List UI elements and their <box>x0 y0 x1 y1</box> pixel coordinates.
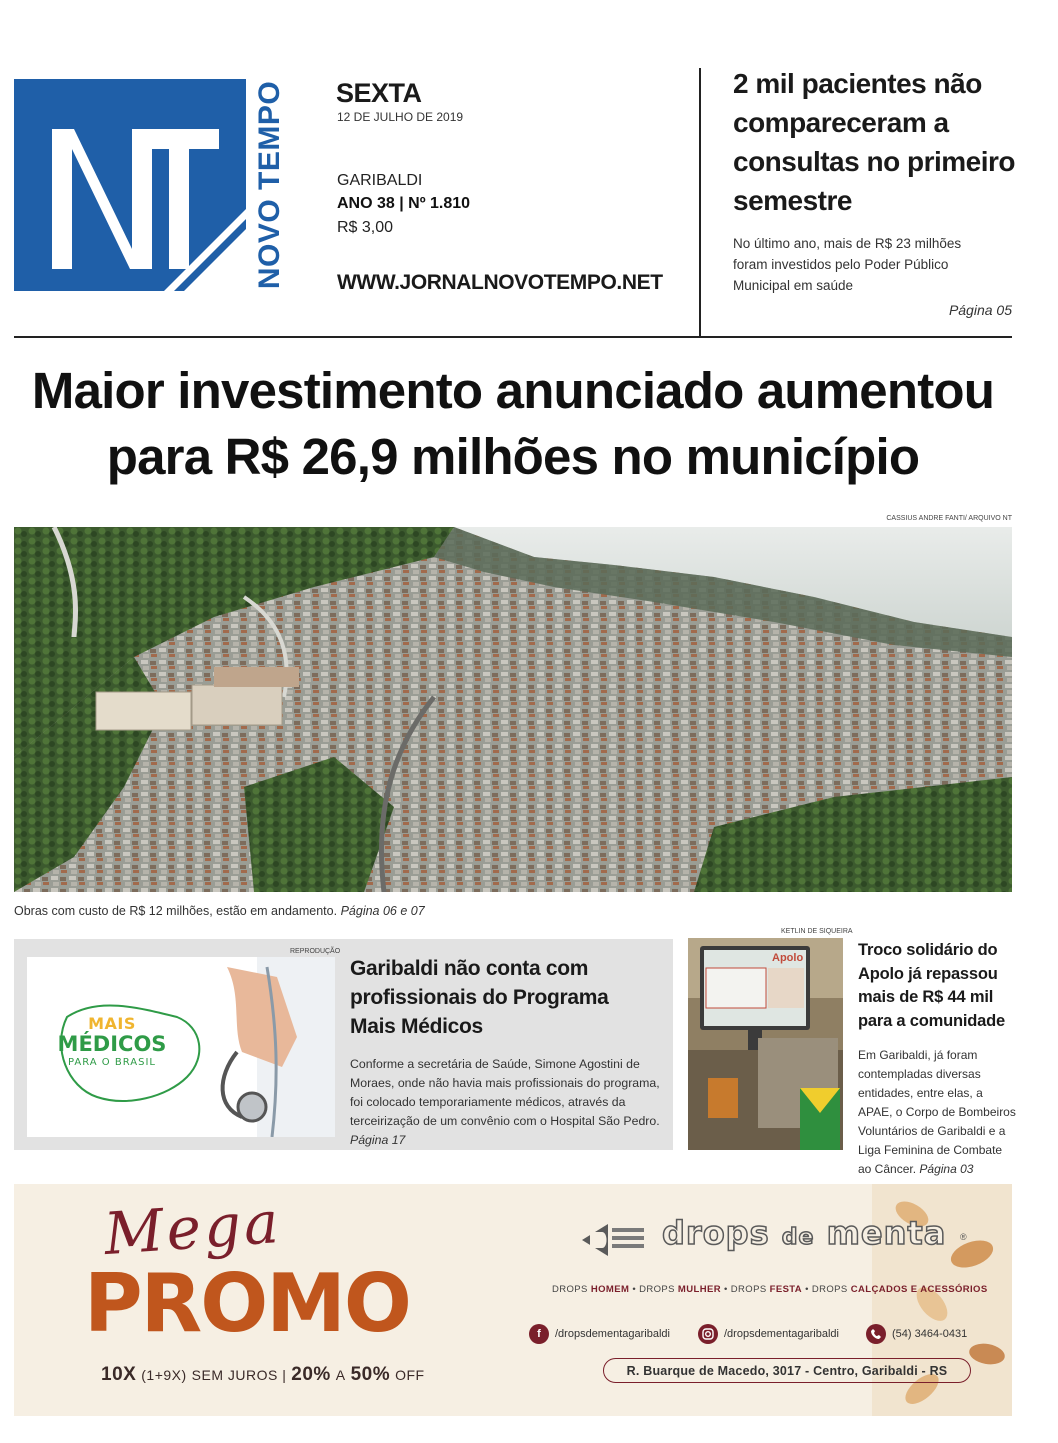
store-name-de: de <box>781 1225 815 1250</box>
ad-discount-off: OFF <box>395 1367 425 1383</box>
cat-calcados: CALÇADOS E ACESSÓRIOS <box>850 1284 988 1295</box>
apolo-body <box>858 1046 1018 1179</box>
mais-medicos-headline[interactable]: Garibaldi não conta com profissionais do Programa Mais Médicos <box>350 957 609 1038</box>
side-story-page-ref: Página 05 <box>948 302 1012 318</box>
apolo-photo-credit: KETLIN DE SIQUEIRA <box>781 928 853 935</box>
mais-medicos-page-ref: Página 17 <box>350 1133 406 1147</box>
store-address: R. Buarque de Macedo, 3017 - Centro, Garibaldi - RS <box>603 1358 971 1383</box>
apolo-text: Em Garibaldi, já foram contempladas diversas entidades, entre elas, a APAE, o Corpo de Bombeiros Voluntários de Garibaldi e a Liga Feminina de Combate ao Câncer. <box>858 1048 1016 1176</box>
issue-day: SEXTA <box>336 78 422 108</box>
cat-festa: FESTA <box>769 1284 803 1295</box>
instagram-handle[interactable]: /dropsdementagaribaldi <box>724 1328 839 1340</box>
facebook-handle[interactable]: /dropsdementagaribaldi <box>555 1328 670 1340</box>
paper-name: NOVO TEMPO <box>253 80 286 290</box>
cat-prefix-4: • DROPS <box>805 1284 848 1295</box>
ad-installments-detail: (1+9X) <box>141 1367 187 1383</box>
caption-text: Obras com custo de R$ 12 milhões, estão em andamento. <box>14 904 338 918</box>
phone-contact[interactable] <box>866 1324 967 1344</box>
mais-medicos-image <box>27 957 335 1137</box>
main-photo-caption <box>14 904 425 918</box>
column-divider <box>699 68 701 336</box>
store-categories <box>552 1284 988 1295</box>
website-link[interactable]: WWW.JORNALNOVOTEMPO.NET <box>337 271 663 294</box>
mais-medicos-body <box>350 1055 660 1150</box>
apolo-headline[interactable]: Troco solidário do Apolo já repassou mais de R$ 44 mil para a comunidade <box>858 941 1005 1030</box>
ad-discount-sep: A <box>335 1367 346 1383</box>
registered-mark: ® <box>960 1232 967 1242</box>
store-name <box>662 1214 946 1252</box>
issue-date: 12 DE JULHO DE 2019 <box>337 110 464 124</box>
side-story-headline[interactable]: 2 mil pacientes não compareceram a consultas no primeiro semestre <box>733 68 1015 216</box>
masthead-rule <box>14 336 1012 338</box>
side-story-summary: No último ano, mais de R$ 23 milhões foram investidos pelo Poder Público Municipal em saúde <box>733 236 962 293</box>
drops-de-menta-emblem-icon <box>578 1220 648 1260</box>
facebook-contact[interactable] <box>529 1324 670 1344</box>
caption-page-ref: Página 06 e 07 <box>340 904 425 918</box>
mais-medicos-photo-credit: REPRODUÇÃO <box>290 948 341 955</box>
cat-prefix-3: • DROPS <box>724 1284 767 1295</box>
ad-discount-min: 20% <box>291 1364 331 1385</box>
logo-line-medicos: MÉDICOS <box>57 1032 167 1056</box>
issue-edition: ANO 38 | Nº 1.810 <box>337 195 471 212</box>
paper-name-vertical <box>248 79 292 291</box>
main-photo-credit: CASSIUS ANDRE FANTI/ ARQUIVO NT <box>886 515 1012 522</box>
ad-mega-text: Mega <box>101 1187 284 1269</box>
cat-mulher: MULHER <box>677 1284 721 1295</box>
main-headline[interactable]: Maior investimento anunciado aumentou para R$ 26,9 milhões no município <box>31 362 995 485</box>
facebook-icon: f <box>529 1324 549 1344</box>
apolo-page-ref: Página 03 <box>919 1162 974 1176</box>
phone-icon <box>866 1324 886 1344</box>
cat-homem: HOMEM <box>590 1284 630 1295</box>
ad-installments-terms: SEM JUROS | <box>191 1367 287 1383</box>
apolo-checkout-image <box>688 938 843 1150</box>
ad-installments-count: 10X <box>101 1364 137 1385</box>
mais-medicos-logo <box>37 1015 187 1069</box>
ad-promo-text: PROMO <box>84 1257 410 1350</box>
store-name-drops: drops <box>662 1214 770 1252</box>
main-photo-aerial-city <box>14 527 1012 892</box>
store-name-menta: menta <box>826 1214 947 1252</box>
ad-discount-max: 50% <box>350 1364 391 1385</box>
issue-price: R$ 3,00 <box>337 219 394 236</box>
issue-city: GARIBALDI <box>337 172 423 189</box>
apolo-screen-label: Apolo <box>772 952 804 964</box>
cat-prefix-2: • DROPS <box>632 1284 675 1295</box>
phone-number[interactable]: (54) 3464-0431 <box>892 1328 968 1340</box>
newspaper-logo <box>14 79 246 291</box>
ad-promo-terms <box>101 1364 425 1386</box>
logo-line-mais: MAIS <box>88 1014 136 1033</box>
instagram-contact[interactable] <box>698 1324 839 1344</box>
instagram-icon <box>698 1324 718 1344</box>
mais-medicos-text: Conforme a secretária de Saúde, Simone Agostini de Moraes, onde não havia mais profissionais do programa, foi colocado temporariamente médicos, através da terceirização de um convênio com o Hospital São Pedro. <box>350 1057 660 1128</box>
logo-line-brasil: PARA O BRASIL <box>68 1057 156 1068</box>
cat-prefix-1: DROPS <box>552 1284 588 1295</box>
